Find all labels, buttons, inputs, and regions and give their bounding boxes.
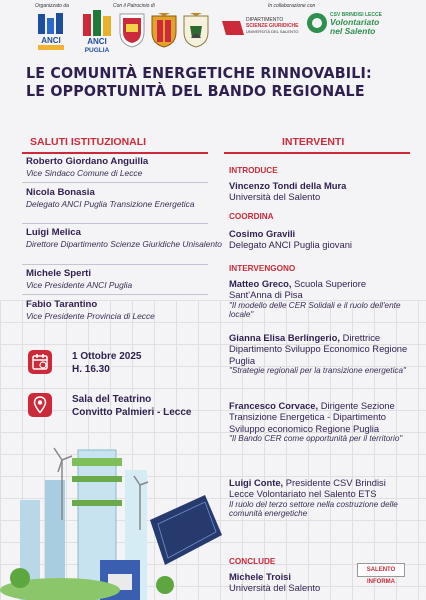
csv-logo [306,12,328,40]
speaker-role: Presidente CSV Brindisi Lecce Volontariato nel Salento ETS [229,477,386,500]
person-name: Nicola Bonasia [26,187,95,198]
speaker-name: Luigi Conte, [229,477,284,488]
coordina-label: COORDINA [229,212,274,221]
csv-line-3: nel Salento [330,25,376,36]
anci-text: ANCI [87,37,107,46]
intervengono-label: INTERVENGONO [229,264,296,273]
saluti-person [26,156,226,179]
person-name: Roberto Giordano Anguilla [26,156,149,167]
patronage-caption: Con il Patrocinio di [113,3,155,9]
speaker-block [229,332,409,376]
title-line-2: LE OPPORTUNITÀ DEL BANDO REGIONALE [26,82,365,100]
dept-line-3: UNIVERSITÀ DEL SALENTO [246,29,299,34]
person-name: Michele Sperti [26,268,92,279]
speaker-name: Gianna Elisa Berlingerio, [229,332,340,343]
location-pin-icon [28,393,52,417]
venue-line-1: Sala del Teatrino [72,394,152,405]
speaker-block [229,400,409,444]
calendar-clock-icon [28,350,52,374]
separator [22,182,208,183]
logo-bar [0,0,426,56]
event-date-time [72,350,141,376]
person-name: Luigi Melica [26,227,81,238]
organizers-caption: Organizzato da [35,3,69,9]
person-role: Vice Presidente Provincia di Lecce [26,311,155,321]
coordina-role: Delegato ANCI Puglia giovani [229,239,352,251]
dipartimento-logo [222,17,244,37]
speaker-talk: "Il Bando CER come opportunità per il territorio" [229,433,403,443]
separator [22,264,208,265]
coordina-name: Cosimo Gravili [229,228,296,239]
csv-text [330,12,410,35]
event-time: H. 16.30 [72,364,110,375]
speaker-talk: Il ruolo del terzo settore nella costruzione delle comunità energetiche [229,499,398,519]
interventi-rule [224,152,410,154]
introduce-name: Vincenzo Tondi della Mura [229,180,347,191]
person-role: Vice Sindaco Comune di Lecce [26,168,143,178]
separator [22,223,208,224]
renewable-energy-illustration [0,440,222,600]
collaboration-caption: In collaborazione con [268,3,316,9]
dipartimento-text [246,17,304,35]
introduce-block [229,180,409,203]
regione-crest [118,12,146,48]
anci-giovani-text: ANCI [41,36,61,45]
speaker-block [229,278,409,320]
speaker-name: Francesco Corvace, [229,400,319,411]
speaker-role: Direttrice Dipartimento Sviluppo Economico Regione Puglia [229,332,408,366]
puglia-text: PUGLIA [84,47,110,54]
comune-crest [182,12,210,48]
saluti-person [26,299,226,322]
title-line-1: LE COMUNITÀ ENERGETICHE RINNOVABILI: [26,64,372,82]
conclude-label: CONCLUDE [229,557,276,566]
introduce-label: INTRODUCE [229,166,278,175]
speaker-name: Matteo Greco, [229,278,292,289]
salento-informa-badge: SALENTO INFORMA [357,563,405,577]
saluti-rule [22,152,208,154]
provincia-crest [150,12,178,48]
csv-line-2: Volontariato [330,17,380,27]
person-role: Direttore Dipartimento Scienze Giuridiche Unisalento [26,239,222,249]
speaker-role: Scuola Superiore Sant'Anna di Pisa [229,278,367,301]
saluti-person [26,227,226,250]
dept-line-2: SCIENZE GIURIDICHE [246,23,299,29]
venue-line-2: Convitto Palmieri - Lecce [72,407,192,418]
saluti-person [26,268,226,291]
speaker-talk: "Il modello delle CER Solidali e il ruolo dell'ente locale" [229,300,401,320]
person-name: Fabio Tarantino [26,299,98,310]
anci-puglia-logo [82,10,112,54]
conclude-role: Università del Salento [229,582,321,594]
csv-line-1: CSV BRINDISI LECCE [330,12,382,18]
speaker-block [229,477,409,519]
speaker-talk: "Strategie regionali per la transizione energetica" [229,365,406,375]
person-role: Vice Presidente ANCI Puglia [26,280,133,290]
event-venue [72,393,191,419]
anci-giovani-logo [36,12,66,52]
dept-line-1: DIPARTIMENTO [246,17,284,23]
person-role: Delegato ANCI Puglia Transizione Energetica [26,199,195,209]
page-title [26,64,376,100]
saluti-heading: SALUTI ISTITUZIONALI [30,136,147,148]
saluti-person [26,187,226,210]
event-date: 1 Ottobre 2025 [72,351,142,362]
coordina-block [229,228,409,251]
introduce-role: Università del Salento [229,191,321,203]
conclude-name: Michele Troisi [229,571,291,582]
interventi-heading: INTERVENTI [282,136,345,148]
separator [22,294,208,295]
speaker-role: Dirigente Sezione Transizione Energetica - Dipartimento Sviluppo economico Regione Puglia [229,400,395,434]
